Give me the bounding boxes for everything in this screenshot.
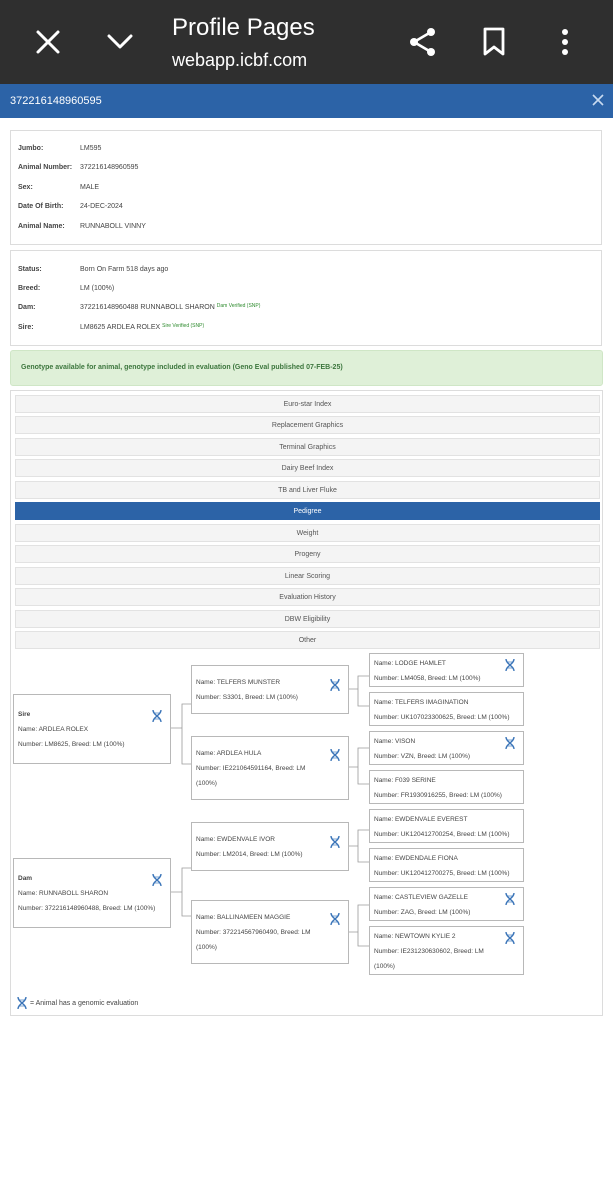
pedigree-great-grandparent-card[interactable]	[369, 809, 524, 843]
tab-linear-scoring[interactable]: Linear Scoring	[15, 567, 600, 585]
dna-icon	[329, 678, 341, 692]
page-url[interactable]: webapp.icbf.com	[172, 50, 308, 70]
great-grandparent-number: Number: LM4058, Breed: LM (100%)	[374, 675, 481, 682]
grandparent-name: Name: BALLINAMEEN MAGGIE	[196, 914, 291, 921]
genotype-notice-text: Genotype available for animal, genotype included in evaluation (Geno Eval published 07-FEB-25)	[21, 364, 343, 371]
sire-name: Name: ARDLEA ROLEX	[18, 726, 89, 733]
status-value: Born On Farm 518 days ago	[80, 266, 169, 273]
great-grandparent-number: Number: UK120412700254, Breed: LM (100%)	[374, 831, 510, 838]
dna-icon	[504, 892, 516, 906]
dna-icon	[16, 996, 28, 1010]
animal-number-label: Animal Number:	[18, 164, 73, 171]
genomic-legend	[16, 996, 138, 1010]
tab-other[interactable]: Other	[15, 631, 600, 649]
dna-icon	[504, 931, 516, 945]
grandparent-name: Name: ARDLEA HULA	[196, 750, 262, 757]
dam-heading: Dam	[18, 875, 33, 882]
dam-name: Name: RUNNABOLL SHARON	[18, 890, 109, 897]
great-grandparent-number: Number: VZN, Breed: LM (100%)	[374, 753, 471, 760]
great-grandparent-name: Name: LODGE HAMLET	[374, 660, 446, 667]
breed-value: LM (100%)	[80, 285, 115, 292]
dna-icon	[329, 748, 341, 762]
great-grandparent-number: Number: UK120412700275, Breed: LM (100%)	[374, 870, 510, 877]
jumbo-label: Jumbo:	[18, 145, 44, 152]
pedigree-great-grandparent-card[interactable]	[369, 692, 524, 726]
grandparent-name: Name: EWDENVALE IVOR	[196, 836, 275, 843]
sire-label: Sire:	[18, 324, 34, 331]
tab-pedigree[interactable]: Pedigree	[15, 502, 600, 520]
tab-progeny[interactable]: Progeny	[15, 545, 600, 563]
great-grandparent-number: Number: ZAG, Breed: LM (100%)	[374, 909, 471, 916]
animal-id-title: 372216148960595	[10, 95, 102, 107]
great-grandparent-name: Name: EWDENVALE EVEREST	[374, 816, 468, 823]
great-grandparent-name: Name: EWDENDALE FIONA	[374, 855, 458, 862]
dam-number: Number: 372216148960488, Breed: LM (100%)	[18, 905, 156, 912]
grandparent-name: Name: TELFERS MUNSTER	[196, 679, 281, 686]
dna-icon	[151, 709, 163, 723]
dna-icon	[504, 658, 516, 672]
great-grandparent-number: Number: IE231230630602, Breed: LM	[374, 948, 484, 955]
grandparent-number: Number: 372214567960490, Breed: LM	[196, 929, 311, 936]
tab-euro-star-index[interactable]: Euro-star Index	[15, 395, 600, 413]
animal-name-value: RUNNABOLL VINNY	[80, 223, 146, 230]
great-grandparent-number: Number: UK107023300625, Breed: LM (100%)	[374, 714, 510, 721]
status-label: Status:	[18, 266, 42, 273]
breed-label: Breed:	[18, 285, 41, 292]
page-title: Profile Pages	[172, 14, 315, 41]
grandparent-number: Number: LM2014, Breed: LM (100%)	[196, 851, 303, 858]
pedigree-great-grandparent-card[interactable]	[369, 926, 524, 975]
grandparent-number: Number: IE221064591164, Breed: LM	[196, 765, 306, 772]
pedigree-grandparent-card[interactable]	[191, 665, 349, 714]
pedigree-sire-card[interactable]	[13, 694, 171, 764]
dam-verified-badge: Dam Verified (SNP)	[216, 303, 261, 309]
great-grandparent-name: Name: VISON	[374, 738, 416, 745]
tab-dairy-beef-index[interactable]: Dairy Beef Index	[15, 459, 600, 477]
great-grandparent-breed-wrap: (100%)	[374, 963, 395, 970]
dna-icon	[329, 912, 341, 926]
pedigree-dam-card[interactable]	[13, 858, 171, 928]
dna-icon	[151, 873, 163, 887]
great-grandparent-name: Name: TELFERS IMAGINATION	[374, 699, 469, 706]
dob-value: 24-DEC-2024	[80, 203, 123, 210]
great-grandparent-name: Name: CASTLEVIEW GAZELLE	[374, 894, 468, 901]
dam-value[interactable]: 372216148960488 RUNNABOLL SHARON	[80, 304, 215, 311]
tab-tb-liver-fluke[interactable]: TB and Liver Fluke	[15, 481, 600, 499]
animal-number-value: 372216148960595	[80, 164, 139, 171]
jumbo-value: LM595	[80, 145, 102, 152]
dam-label: Dam:	[18, 304, 36, 311]
dna-icon	[329, 835, 341, 849]
dob-label: Date Of Birth:	[18, 203, 64, 210]
pedigree-grandparent-card[interactable]	[191, 900, 349, 964]
pedigree-grandparent-card[interactable]	[191, 822, 349, 871]
grandparent-breed-wrap: (100%)	[196, 780, 217, 787]
sire-number: Number: LM8625, Breed: LM (100%)	[18, 741, 125, 748]
grandparent-breed-wrap: (100%)	[196, 944, 217, 951]
tab-terminal-graphics[interactable]: Terminal Graphics	[15, 438, 600, 456]
tab-weight[interactable]: Weight	[15, 524, 600, 542]
pedigree-great-grandparent-card[interactable]	[369, 848, 524, 882]
great-grandparent-name: Name: F039 SERINE	[374, 777, 436, 784]
pedigree-great-grandparent-card[interactable]	[369, 731, 524, 765]
grandparent-number: Number: S3301, Breed: LM (100%)	[196, 694, 298, 701]
sire-heading: Sire	[18, 711, 31, 718]
great-grandparent-number: Number: FR1930916255, Breed: LM (100%)	[374, 792, 502, 799]
pedigree-grandparent-card[interactable]	[191, 736, 349, 800]
tab-replacement-graphics[interactable]: Replacement Graphics	[15, 416, 600, 434]
legend-text: = Animal has a genomic evaluation	[29, 999, 139, 1007]
pedigree-great-grandparent-card[interactable]	[369, 887, 524, 921]
sire-value[interactable]: LM8625 ARDLEA ROLEX	[80, 324, 161, 331]
animal-name-label: Animal Name:	[18, 223, 65, 230]
pedigree-great-grandparent-card[interactable]	[369, 770, 524, 804]
tab-dbw-eligibility[interactable]: DBW Eligibility	[15, 610, 600, 628]
dna-icon	[504, 736, 516, 750]
pedigree-great-grandparent-card[interactable]	[369, 653, 524, 687]
sex-label: Sex:	[18, 184, 33, 191]
sire-verified-badge: Sire Verified (SNP)	[162, 323, 205, 329]
great-grandparent-name: Name: NEWTOWN KYLIE 2	[374, 933, 456, 940]
sex-value: MALE	[80, 184, 100, 191]
tab-evaluation-history[interactable]: Evaluation History	[15, 588, 600, 606]
